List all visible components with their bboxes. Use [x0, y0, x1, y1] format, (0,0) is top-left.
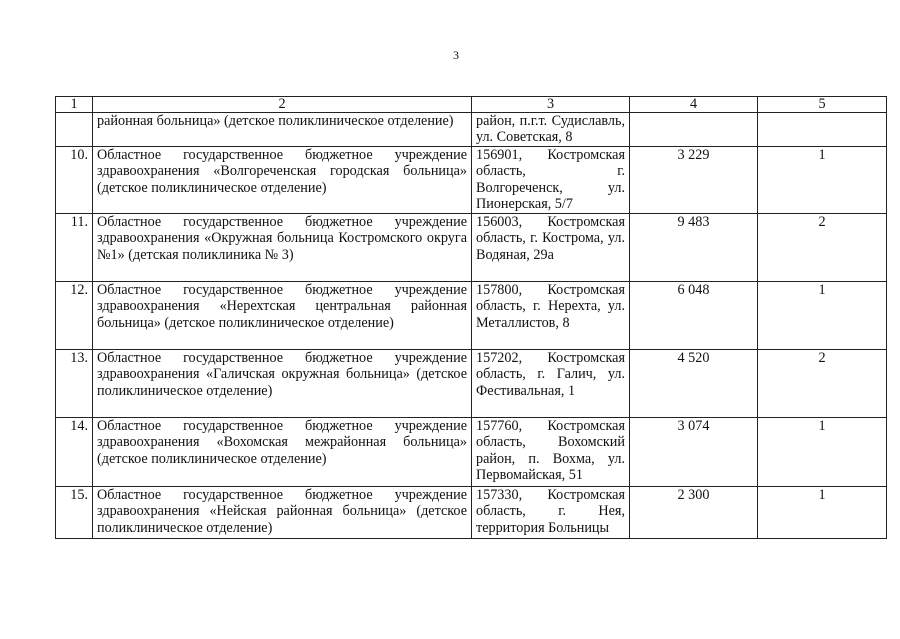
row-number: 10.	[56, 147, 93, 214]
children-count: 6 048	[630, 282, 758, 350]
header-row	[56, 97, 887, 113]
table-row	[56, 214, 887, 282]
facility-address: 156003, Костромская область, г. Кострома, ул. Водяная, 29а	[472, 214, 630, 282]
column-header: 5	[758, 97, 887, 113]
facility-name: Областное государственное бюджетное учреждение здравоохранения «Нейская районная больница» (детское поликлиническое отделение)	[93, 487, 472, 539]
facility-address: 157202, Костромская область, г. Галич, ул. Фестивальная, 1	[472, 350, 630, 418]
facility-address: район, п.г.т. Судиславль, ул. Советская, 8	[472, 113, 630, 147]
table-row	[56, 487, 887, 539]
facility-name: Областное государственное бюджетное учреждение здравоохранения «Галичская окружная больница» (детское поликлиническое отделение)	[93, 350, 472, 418]
column-header: 4	[630, 97, 758, 113]
facility-name: Областное государственное бюджетное учреждение здравоохранения «Вохомская межрайонная больница» (детское поликлиническое отделение)	[93, 418, 472, 487]
row-number	[56, 113, 93, 147]
table-row	[56, 282, 887, 350]
table-row	[56, 113, 887, 147]
facilities-table	[55, 96, 887, 539]
facility-name: Областное государственное бюджетное учреждение здравоохранения «Волгореченская городская больница» (детское поликлиническое отделение)	[93, 147, 472, 214]
units-count: 1	[758, 147, 887, 214]
column-header: 3	[472, 97, 630, 113]
facility-address: 157800, Костромская область, г. Нерехта, ул. Металлистов, 8	[472, 282, 630, 350]
children-count: 2 300	[630, 487, 758, 539]
page-number: 3	[453, 48, 459, 62]
children-count: 9 483	[630, 214, 758, 282]
units-count: 1	[758, 282, 887, 350]
row-number: 12.	[56, 282, 93, 350]
children-count: 3 229	[630, 147, 758, 214]
table-row	[56, 418, 887, 487]
facility-address: 157760, Костромская область, Вохомский район, п. Вохма, ул. Первомайская, 51	[472, 418, 630, 487]
units-count	[758, 113, 887, 147]
column-header: 2	[93, 97, 472, 113]
children-count	[630, 113, 758, 147]
row-number: 13.	[56, 350, 93, 418]
facility-name: районная больница» (детское поликлиническое отделение)	[93, 113, 472, 147]
table-row	[56, 147, 887, 214]
row-number: 11.	[56, 214, 93, 282]
row-number: 14.	[56, 418, 93, 487]
units-count: 1	[758, 487, 887, 539]
units-count: 2	[758, 214, 887, 282]
facility-address: 156901, Костромская область, г. Волгореченск, ул. Пионерская, 5/7	[472, 147, 630, 214]
facility-name: Областное государственное бюджетное учреждение здравоохранения «Нерехтская центральная районная больница» (детское поликлиническое отделение)	[93, 282, 472, 350]
row-number: 15.	[56, 487, 93, 539]
units-count: 1	[758, 418, 887, 487]
column-header: 1	[56, 97, 93, 113]
units-count: 2	[758, 350, 887, 418]
facility-address: 157330, Костромская область, г. Нея, территория Больницы	[472, 487, 630, 539]
children-count: 4 520	[630, 350, 758, 418]
facility-name: Областное государственное бюджетное учреждение здравоохранения «Окружная больница Костромского округа №1» (детская поликлиника № 3)	[93, 214, 472, 282]
children-count: 3 074	[630, 418, 758, 487]
table-row	[56, 350, 887, 418]
